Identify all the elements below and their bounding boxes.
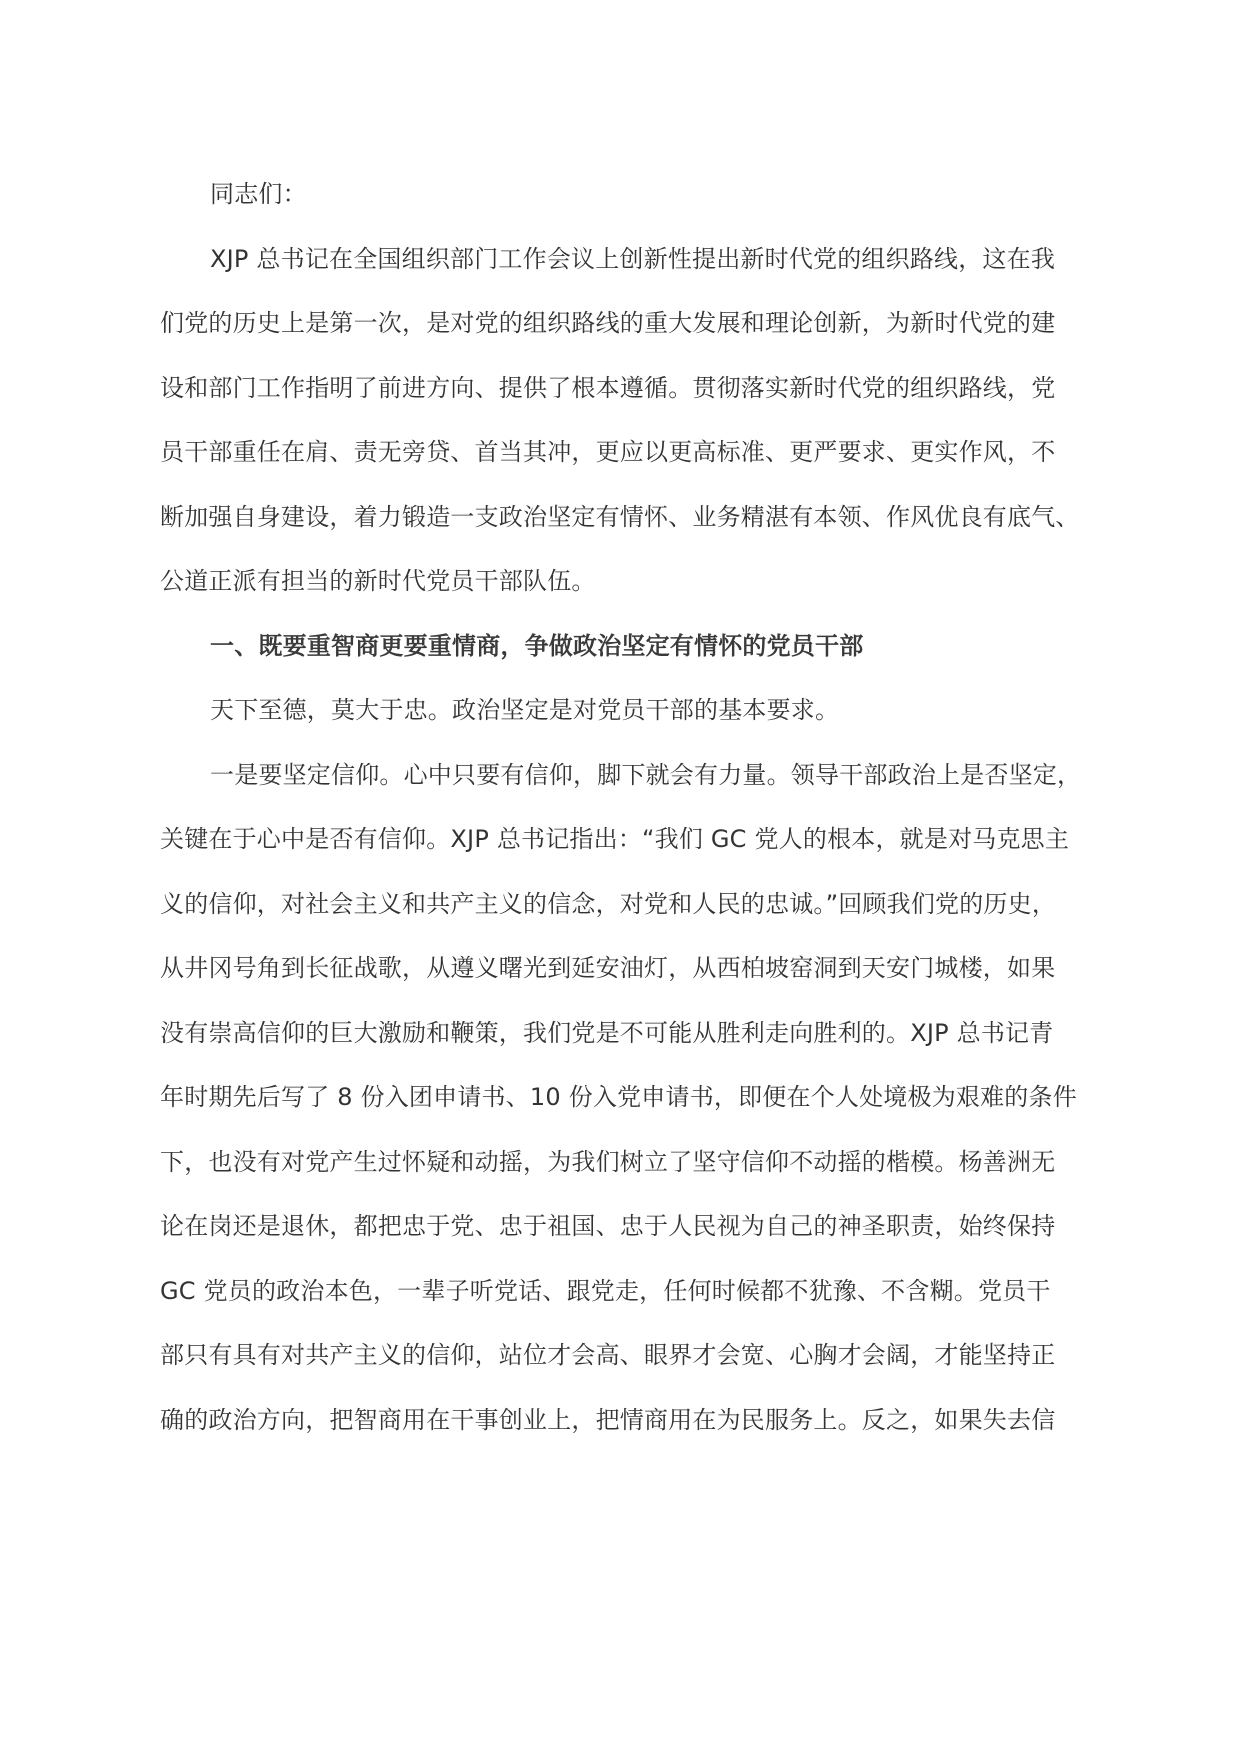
paragraph-line: GC 党员的政治本色，一辈子听党话、跟党走，任何时候都不犹豫、不含糊。党员干 — [160, 1276, 1051, 1305]
paragraph-line: 部只有具有对共产主义的信仰，站位才会高、眼界才会宽、心胸才会阔，才能坚持正 — [160, 1341, 1056, 1369]
paragraph-line: 没有崇高信仰的巨大激励和鞭策，我们党是不可能从胜利走向胜利的。XJP 总书记青 — [160, 1018, 1054, 1047]
paragraph-line: 断加强自身建设，着力锻造一支政治坚定有情怀、业务精湛有本领、作风优良有底气、 — [160, 502, 1080, 531]
paragraph-line: 年时期先后写了 8 份入团申请书、10 份入党申请书，即便在个人处境极为艰难的条件 — [160, 1083, 1077, 1111]
paragraph-line: XJP 总书记在全国组织部门工作会议上创新性提出新时代党的组织路线，这在我 — [210, 244, 1056, 273]
paragraph-line: 确的政治方向，把智商用在干事创业上，把情商用在为民服务上。反之，如果失去信 — [160, 1405, 1056, 1434]
paragraph-loyalty: 天下至德，莫大于忠。政治坚定是对党员干部的基本要求。 — [210, 696, 840, 724]
paragraph-line: 关键在于心中是否有信仰。XJP 总书记指出：“我们 GC 党人的根本，就是对马克思主 — [160, 825, 1070, 853]
paragraph-line: 们党的历史上是第一次，是对党的组织路线的重大发展和理论创新，为新时代党的建 — [160, 309, 1056, 337]
paragraph-line: 义的信仰，对社会主义和共产主义的信念，对党和人民的忠诚。”回顾我们党的历史， — [160, 889, 1057, 918]
section-heading: 一、既要重智商更要重情商，争做政治坚定有情怀的党员干部 — [210, 631, 864, 660]
paragraph-line: 从井冈号角到长征战歌，从遵义曙光到延安油灯，从西柏坡窑洞到天安门城楼，如果 — [160, 954, 1056, 982]
paragraph-faith — [160, 743, 1110, 1453]
paragraph-line: 论在岗还是退休，都把忠于党、忠于祖国、忠于人民视为自己的神圣职责，始终保持 — [160, 1212, 1056, 1240]
document-body — [160, 162, 1110, 1452]
paragraph-line: 设和部门工作指明了前进方向、提供了根本遵循。贯彻落实新时代党的组织路线，党 — [160, 373, 1056, 402]
paragraph-line: 下，也没有对党产生过怀疑和动摇，为我们树立了坚守信仰不动摇的楷模。杨善洲无 — [160, 1147, 1056, 1176]
paragraph-line: 一是要坚定信仰。心中只要有信仰，脚下就会有力量。领导干部政治上是否坚定， — [210, 760, 1082, 789]
paragraph-line: 公道正派有担当的新时代党员干部队伍。 — [160, 567, 596, 595]
paragraph-line: 员干部重任在肩、责无旁贷、首当其冲，更应以更高标准、更严要求、更实作风，不 — [160, 438, 1056, 466]
paragraph-intro — [160, 227, 1110, 614]
greeting: 同志们： — [210, 180, 307, 208]
